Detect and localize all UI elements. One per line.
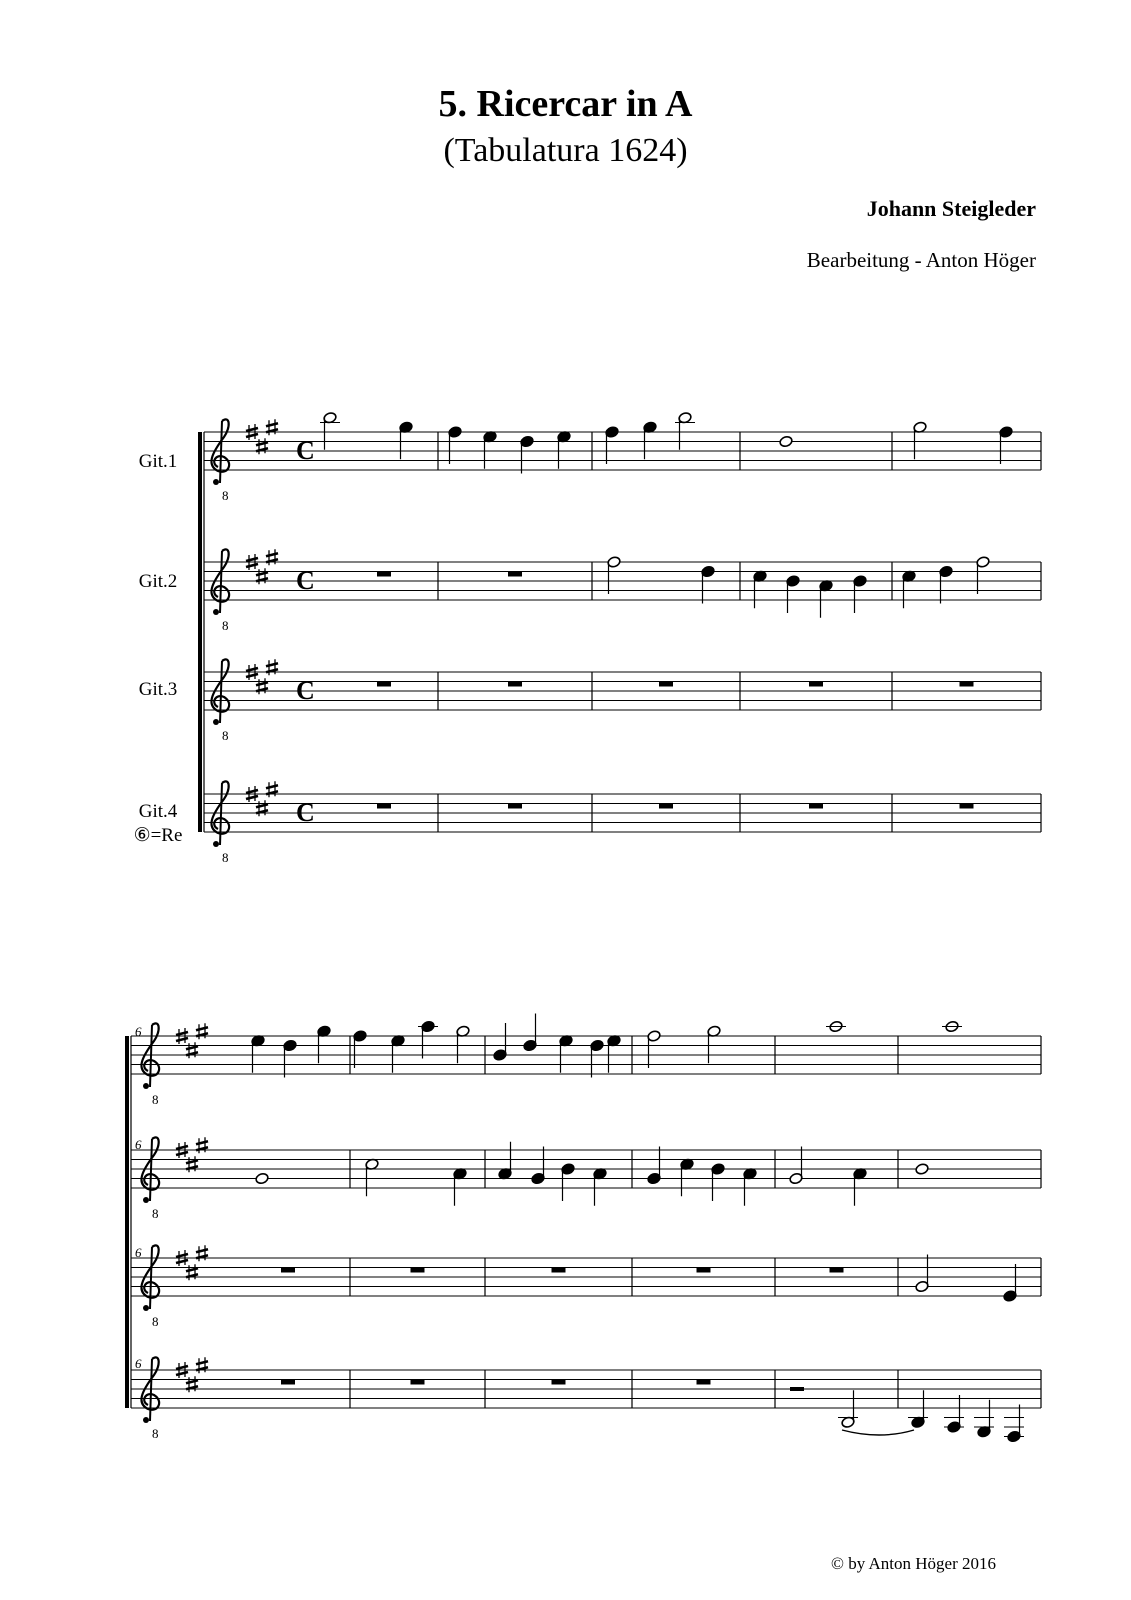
- whole-rest: [411, 1380, 425, 1385]
- whole-rest: [659, 682, 673, 687]
- whole-rest: [508, 682, 522, 687]
- clef-octave-mark: 8: [222, 850, 229, 865]
- instrument-label-git2: Git.2: [138, 571, 178, 592]
- sharp-icon: [256, 800, 268, 816]
- sharp-icon: [186, 1042, 198, 1058]
- sharp-icon: [186, 1156, 198, 1172]
- arranger-credit: Bearbeitung - Anton Höger: [806, 248, 1036, 272]
- note-head: [255, 1172, 269, 1185]
- whole-rest: [281, 1268, 295, 1273]
- common-time-icon: C: [296, 436, 315, 465]
- instrument-label-git3: Git.3: [138, 679, 178, 700]
- sharp-icon: [266, 549, 278, 565]
- instrument-tuning-note: ⑥=Re: [133, 825, 183, 846]
- common-time-icon: C: [296, 566, 315, 595]
- sharp-icon: [256, 678, 268, 694]
- treble-clef-icon: [141, 1357, 159, 1423]
- sharp-icon: [196, 1357, 208, 1373]
- whole-rest: [411, 1268, 425, 1273]
- whole-rest: [377, 682, 391, 687]
- common-time-icon: C: [296, 798, 315, 827]
- measure-number: 6: [135, 1024, 142, 1039]
- sharp-icon: [196, 1023, 208, 1039]
- sharp-icon: [266, 781, 278, 797]
- note-head: [915, 1163, 929, 1176]
- whole-rest: [552, 1268, 566, 1273]
- clef-octave-mark: 8: [152, 1314, 159, 1329]
- whole-rest: [659, 804, 673, 809]
- clef-octave-mark: 8: [222, 728, 229, 743]
- treble-clef-icon: [211, 781, 229, 847]
- clef-octave-mark: 8: [152, 1092, 159, 1107]
- whole-rest: [697, 1380, 711, 1385]
- sharp-icon: [266, 659, 278, 675]
- sharp-icon: [186, 1264, 198, 1280]
- whole-rest: [377, 804, 391, 809]
- half-rest: [790, 1387, 804, 1391]
- treble-clef-icon: [211, 659, 229, 725]
- sharp-icon: [196, 1245, 208, 1261]
- whole-rest: [809, 682, 823, 687]
- sharp-icon: [256, 568, 268, 584]
- instrument-label-git1: Git.1: [138, 451, 178, 472]
- whole-rest: [377, 572, 391, 577]
- measure-number: 6: [135, 1137, 142, 1152]
- sharp-icon: [186, 1376, 198, 1392]
- clef-octave-mark: 8: [152, 1426, 159, 1441]
- sharp-icon: [196, 1137, 208, 1153]
- whole-rest: [809, 804, 823, 809]
- clef-octave-mark: 8: [222, 618, 229, 633]
- treble-clef-icon: [211, 549, 229, 615]
- treble-clef-icon: [141, 1023, 159, 1089]
- instrument-label-git4: Git.4: [138, 801, 178, 822]
- tie: [842, 1430, 914, 1435]
- common-time-icon: C: [296, 676, 315, 705]
- whole-rest: [508, 572, 522, 577]
- whole-rest: [697, 1268, 711, 1273]
- treble-clef-icon: [141, 1137, 159, 1203]
- score-title: 5. Ricercar in A: [438, 83, 693, 125]
- clef-octave-mark: 8: [152, 1206, 159, 1221]
- whole-rest: [960, 682, 974, 687]
- note-head: [779, 435, 793, 448]
- measure-number: 6: [135, 1245, 142, 1260]
- copyright-notice: © by Anton Höger 2016: [831, 1554, 996, 1573]
- sharp-icon: [256, 438, 268, 454]
- whole-rest: [508, 804, 522, 809]
- whole-rest: [552, 1380, 566, 1385]
- whole-rest: [281, 1380, 295, 1385]
- score-subtitle: (Tabulatura 1624): [443, 132, 688, 169]
- clef-octave-mark: 8: [222, 488, 229, 503]
- whole-rest: [830, 1268, 844, 1273]
- whole-rest: [960, 804, 974, 809]
- measure-number: 6: [135, 1356, 142, 1371]
- composer-name: Johann Steigleder: [866, 196, 1036, 221]
- treble-clef-icon: [141, 1245, 159, 1311]
- sharp-icon: [266, 419, 278, 435]
- treble-clef-icon: [211, 419, 229, 485]
